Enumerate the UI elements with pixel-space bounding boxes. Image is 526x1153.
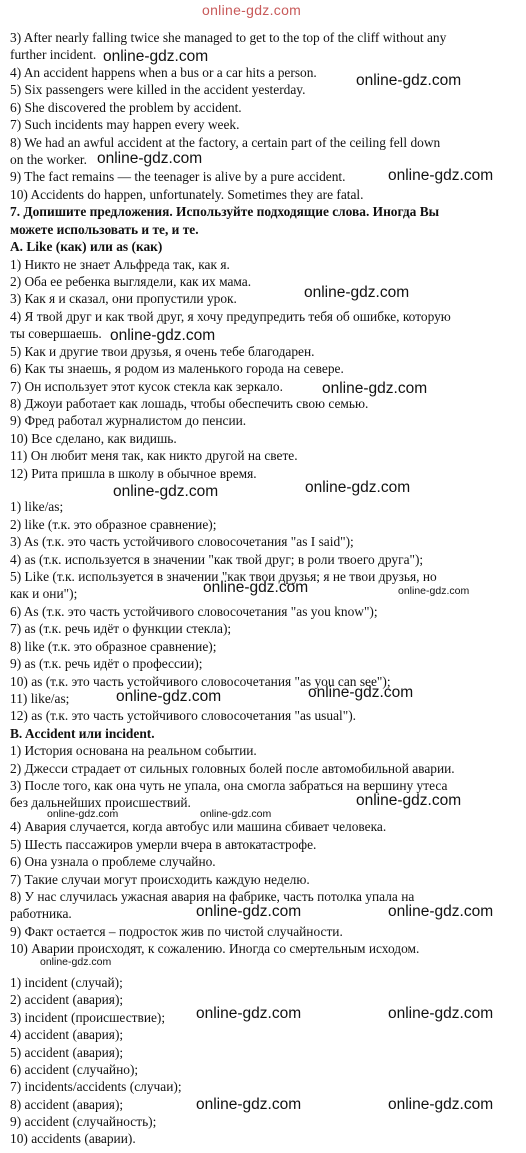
watermark: online-gdz.com xyxy=(388,1005,494,1022)
answer-line: 12) as (т.к. это часть устойчивого словосочетания "as usual"). xyxy=(10,708,357,723)
answer-line: 8) like (т.к. это образное сравнение); xyxy=(10,639,217,654)
text-line: 8) We had an awful accident at the factory, a certain part of the ceiling fell down xyxy=(10,135,441,150)
text-line: 10) Accidents do happen, unfortunately. Sometimes they are fatal. xyxy=(10,187,364,202)
text-line: 3) After nearly falling twice she managed to get to the top of the cliff without any xyxy=(10,30,447,45)
watermark: online-gdz.com xyxy=(304,284,410,301)
answer-line: 11) like/as; xyxy=(10,691,70,706)
watermark: online-gdz.com xyxy=(97,150,203,167)
text-line: работника. xyxy=(10,906,72,921)
section-heading: A. Like (как) или as (как) xyxy=(10,239,163,254)
watermark: online-gdz.com xyxy=(103,48,209,65)
text-line: 6) Она узнала о проблеме случайно. xyxy=(10,854,216,869)
answer-line: 3) incident (происшествие); xyxy=(10,1010,166,1025)
answer-line: 6) accident (случайно); xyxy=(10,1062,139,1077)
answer-line: 2) like (т.к. это образное сравнение); xyxy=(10,517,217,532)
text-line: 2) Оба ее ребенка выглядели, как их мама. xyxy=(10,274,252,289)
text-line: 7) Он использует этот кусок стекла как зеркало. xyxy=(10,379,283,394)
watermark: online-gdz.com xyxy=(47,808,119,820)
watermark: online-gdz.com xyxy=(196,1005,302,1022)
answer-line: 7) incidents/accidents (случаи); xyxy=(10,1079,182,1094)
watermark: online-gdz.com xyxy=(322,380,428,397)
answer-line: 1) like/as; xyxy=(10,499,64,514)
answer-line: 3) As (т.к. это часть устойчивого словосочетания "as I said"); xyxy=(10,534,354,549)
text-line: 5) Шесть пассажиров умерли вчера в автокатастрофе. xyxy=(10,837,317,852)
watermark: online-gdz.com xyxy=(203,579,309,596)
text-line: 8) У нас случилась ужасная авария на фабрике, часть потолка упала на xyxy=(10,889,415,904)
text-line: 2) Джесси страдает от сильных головных болей после автомобильной аварии. xyxy=(10,761,455,776)
text-line: 7) Such incidents may happen every week. xyxy=(10,117,240,132)
text-line: 12) Рита пришла в школу в обычное время. xyxy=(10,466,257,481)
answer-line: как и они"); xyxy=(10,586,78,601)
answer-line: 4) as (т.к. используется в значении "как твой друг; в роли твоего друга"); xyxy=(10,552,424,567)
watermark: online-gdz.com xyxy=(196,1096,302,1113)
answer-line: 9) as (т.к. речь идёт о профессии); xyxy=(10,656,203,671)
text-line: 4) Я твой друг и как твой друг, я хочу предупредить тебя об ошибке, которую xyxy=(10,309,451,324)
text-line: 1) История основана на реальном событии. xyxy=(10,743,257,758)
watermark: online-gdz.com xyxy=(356,72,462,89)
text-line: 11) Он любит меня так, как никто другой на свете. xyxy=(10,448,298,463)
answer-line: 8) accident (авария); xyxy=(10,1097,124,1112)
watermark: online-gdz.com xyxy=(388,903,494,920)
exercise-heading: можете использовать и те, и те. xyxy=(10,222,199,237)
text-line: further incident. xyxy=(10,47,97,62)
answer-line: 5) Like (т.к. используется в значении "как твои друзья; я не твои друзья, но xyxy=(10,569,437,584)
answer-line: 9) accident (случайность); xyxy=(10,1114,157,1129)
text-line: 9) Факт остается – подросток жив по чистой случайности. xyxy=(10,924,343,939)
text-line: on the worker. xyxy=(10,152,87,167)
watermark-top: online-gdz.com xyxy=(202,2,302,18)
text-line: 6) Как ты знаешь, я родом из маленького города на севере. xyxy=(10,361,344,376)
text-line: без дальнейших происшествий. xyxy=(10,795,191,810)
text-line: 9) Фред работал журналистом до пенсии. xyxy=(10,413,247,428)
watermark: online-gdz.com xyxy=(308,684,414,701)
text-line: ты совершаешь. xyxy=(10,326,102,341)
answer-line: 2) accident (авария); xyxy=(10,992,124,1007)
text-line: 4) An accident happens when a bus or a car hits a person. xyxy=(10,65,317,80)
text-line: 10) Аварии происходят, к сожалению. Иногда со смертельным исходом. xyxy=(10,941,420,956)
watermark: online-gdz.com xyxy=(196,903,302,920)
watermark: online-gdz.com xyxy=(398,585,470,597)
answer-line: 7) as (т.к. речь идёт о функции стекла); xyxy=(10,621,232,636)
watermark: online-gdz.com xyxy=(200,808,272,820)
answer-line: 5) accident (авария); xyxy=(10,1045,124,1060)
watermark: online-gdz.com xyxy=(388,1096,494,1113)
text-line: 8) Джоуи работает как лошадь, чтобы обеспечить свою семью. xyxy=(10,396,369,411)
answer-line: 4) accident (авария); xyxy=(10,1027,124,1042)
text-line: 3) После того, как она чуть не упала, она смогла забраться на вершину утеса xyxy=(10,778,448,793)
text-line: 3) Как я и сказал, они пропустили урок. xyxy=(10,291,237,306)
answer-line: 6) As (т.к. это часть устойчивого словосочетания "as you know"); xyxy=(10,604,378,619)
text-line: 5) Six passengers were killed in the accident yesterday. xyxy=(10,82,306,97)
watermark: online-gdz.com xyxy=(113,483,219,500)
text-line: 4) Авария случается, когда автобус или машина сбивает человека. xyxy=(10,819,387,834)
text-line: 9) The fact remains — the teenager is alive by a pure accident. xyxy=(10,169,346,184)
watermark: online-gdz.com xyxy=(305,479,411,496)
text-line: 1) Никто не знает Альфреда так, как я. xyxy=(10,257,230,272)
watermark: online-gdz.com xyxy=(40,956,112,968)
watermark: online-gdz.com xyxy=(388,167,494,184)
text-line: 10) Все сделано, как видишь. xyxy=(10,431,177,446)
answer-line: 10) accidents (аварии). xyxy=(10,1131,136,1146)
text-line: 6) She discovered the problem by accident. xyxy=(10,100,242,115)
exercise-heading: 7. Допишите предложения. Используйте подходящие слова. Иногда Вы xyxy=(10,204,440,219)
text-line: 5) Как и другие твои друзья, я очень тебе благодарен. xyxy=(10,344,315,359)
watermark: online-gdz.com xyxy=(356,792,462,809)
section-heading: B. Accident или incident. xyxy=(10,726,155,741)
watermark: online-gdz.com xyxy=(110,327,216,344)
answer-line: 10) as (т.к. это часть устойчивого словосочетания "as you can see"); xyxy=(10,674,391,689)
answer-line: 1) incident (случай); xyxy=(10,975,123,990)
watermark: online-gdz.com xyxy=(116,688,222,705)
text-line: 7) Такие случаи могут происходить каждую неделю. xyxy=(10,872,310,887)
